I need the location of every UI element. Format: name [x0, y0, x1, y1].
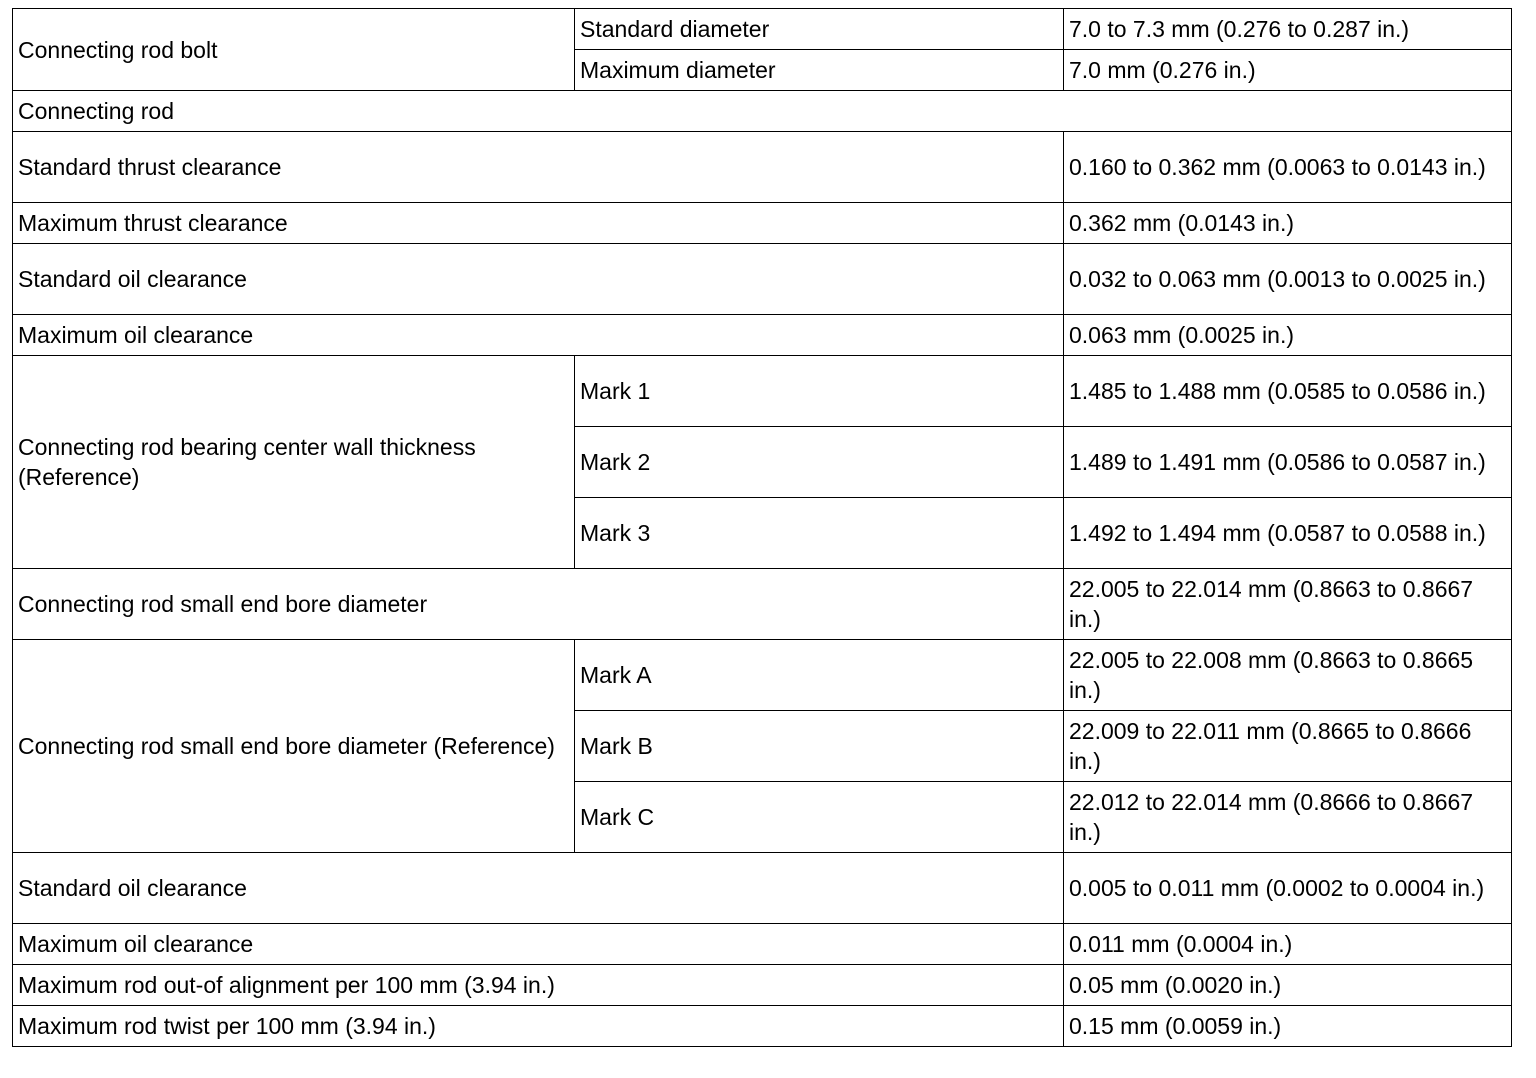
small-end-ref-label: Connecting rod small end bore diameter (Reference)	[13, 640, 575, 853]
std-oil-label: Standard oil clearance	[13, 244, 1064, 315]
max-thrust-value: 0.362 mm (0.0143 in.)	[1064, 203, 1512, 244]
std-oil-2-label: Standard oil clearance	[13, 853, 1064, 924]
std-thrust-label: Standard thrust clearance	[13, 132, 1064, 203]
alignment-label: Maximum rod out-of alignment per 100 mm (3.94 in.)	[13, 965, 1064, 1006]
bolt-max-value: 7.0 mm (0.276 in.)	[1064, 50, 1512, 91]
table-row	[13, 640, 1512, 711]
small-end-mark-b-value: 22.009 to 22.011 mm (0.8665 to 0.8666 in.)	[1064, 711, 1512, 782]
table-row	[13, 91, 1512, 132]
bearing-label: Connecting rod bearing center wall thickness (Reference)	[13, 356, 575, 569]
spec-table	[12, 8, 1512, 1047]
bearing-mark-1-value: 1.485 to 1.488 mm (0.0585 to 0.0586 in.)	[1064, 356, 1512, 427]
small-end-mark-c-label: Mark C	[575, 782, 1064, 853]
table-row	[13, 315, 1512, 356]
small-end-mark-b-label: Mark B	[575, 711, 1064, 782]
table-row	[13, 356, 1512, 427]
table-row	[13, 924, 1512, 965]
table-row	[13, 132, 1512, 203]
small-end-mark-a-label: Mark A	[575, 640, 1064, 711]
twist-label: Maximum rod twist per 100 mm (3.94 in.)	[13, 1006, 1064, 1047]
small-end-value: 22.005 to 22.014 mm (0.8663 to 0.8667 in.)	[1064, 569, 1512, 640]
std-oil-2-value: 0.005 to 0.011 mm (0.0002 to 0.0004 in.)	[1064, 853, 1512, 924]
table-row	[13, 853, 1512, 924]
std-oil-value: 0.032 to 0.063 mm (0.0013 to 0.0025 in.)	[1064, 244, 1512, 315]
table-row	[13, 9, 1512, 50]
max-oil-value: 0.063 mm (0.0025 in.)	[1064, 315, 1512, 356]
small-end-mark-c-value: 22.012 to 22.014 mm (0.8666 to 0.8667 in.)	[1064, 782, 1512, 853]
bolt-max-label: Maximum diameter	[575, 50, 1064, 91]
alignment-value: 0.05 mm (0.0020 in.)	[1064, 965, 1512, 1006]
bearing-mark-3-value: 1.492 to 1.494 mm (0.0587 to 0.0588 in.)	[1064, 498, 1512, 569]
bearing-mark-1-label: Mark 1	[575, 356, 1064, 427]
table-row	[13, 1006, 1512, 1047]
section-header: Connecting rod	[13, 91, 1512, 132]
table-row	[13, 569, 1512, 640]
std-thrust-value: 0.160 to 0.362 mm (0.0063 to 0.0143 in.)	[1064, 132, 1512, 203]
bolt-std-label: Standard diameter	[575, 9, 1064, 50]
bolt-label: Connecting rod bolt	[13, 9, 575, 91]
small-end-mark-a-value: 22.005 to 22.008 mm (0.8663 to 0.8665 in.)	[1064, 640, 1512, 711]
twist-value: 0.15 mm (0.0059 in.)	[1064, 1006, 1512, 1047]
bearing-mark-3-label: Mark 3	[575, 498, 1064, 569]
bearing-mark-2-label: Mark 2	[575, 427, 1064, 498]
max-oil-2-label: Maximum oil clearance	[13, 924, 1064, 965]
bolt-std-value: 7.0 to 7.3 mm (0.276 to 0.287 in.)	[1064, 9, 1512, 50]
table-row	[13, 965, 1512, 1006]
max-oil-label: Maximum oil clearance	[13, 315, 1064, 356]
max-oil-2-value: 0.011 mm (0.0004 in.)	[1064, 924, 1512, 965]
table-row	[13, 203, 1512, 244]
small-end-label: Connecting rod small end bore diameter	[13, 569, 1064, 640]
max-thrust-label: Maximum thrust clearance	[13, 203, 1064, 244]
bearing-mark-2-value: 1.489 to 1.491 mm (0.0586 to 0.0587 in.)	[1064, 427, 1512, 498]
table-row	[13, 244, 1512, 315]
